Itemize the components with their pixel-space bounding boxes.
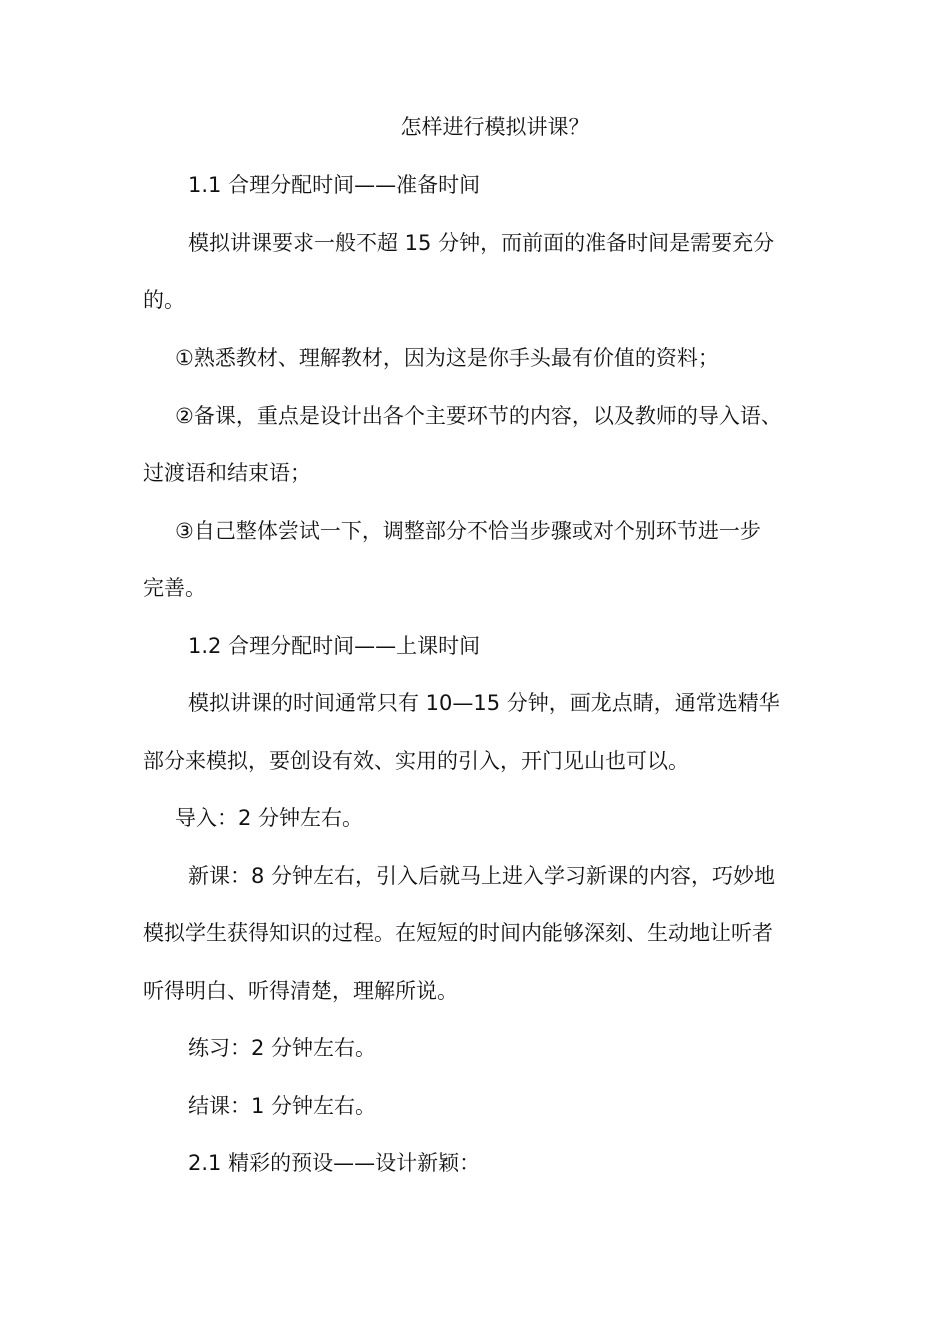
list-item-3: ③自己整体尝试一下，调整部分不恰当步骤或对个别环节进一步 (175, 519, 761, 543)
list-item-1: ①熟悉教材、理解教材，因为这是你手头最有价值的资料； (175, 346, 719, 370)
paragraph-line: 模拟讲课要求一般不超 15 分钟，而前面的准备时间是需要充分 (188, 231, 775, 255)
new-lesson-line: 新课：8 分钟左右，引入后就马上进入学习新课的内容，巧妙地 (188, 864, 776, 888)
list-item-3-continued: 完善。 (143, 576, 206, 600)
paragraph-line: 模拟学生获得知识的过程。在短短的时间内能够深刻、生动地让听者 (143, 921, 773, 945)
list-item-2-continued: 过渡语和结束语； (143, 461, 311, 485)
paragraph-line: 的。 (143, 288, 185, 312)
section-heading-2-1: 2.1 精彩的预设——设计新颖： (188, 1151, 481, 1175)
paragraph-line: 部分来模拟，要创设有效、实用的引入，开门见山也可以。 (143, 749, 689, 773)
closing-time-line: 结课：1 分钟左右。 (188, 1094, 377, 1118)
paragraph-line: 模拟讲课的时间通常只有 10—15 分钟，画龙点睛，通常选精华 (188, 691, 780, 715)
section-heading-1-1: 1.1 合理分配时间——准备时间 (188, 173, 481, 197)
practice-time-line: 练习：2 分钟左右。 (188, 1036, 377, 1060)
section-heading-1-2: 1.2 合理分配时间——上课时间 (188, 634, 481, 658)
paragraph-line: 听得明白、听得清楚，理解所说。 (143, 979, 458, 1003)
list-item-2: ②备课，重点是设计出各个主要环节的内容，以及教师的导入语、 (175, 404, 782, 428)
intro-time-line: 导入：2 分钟左右。 (175, 806, 364, 830)
document-title: 怎样进行模拟讲课？ (400, 115, 590, 139)
